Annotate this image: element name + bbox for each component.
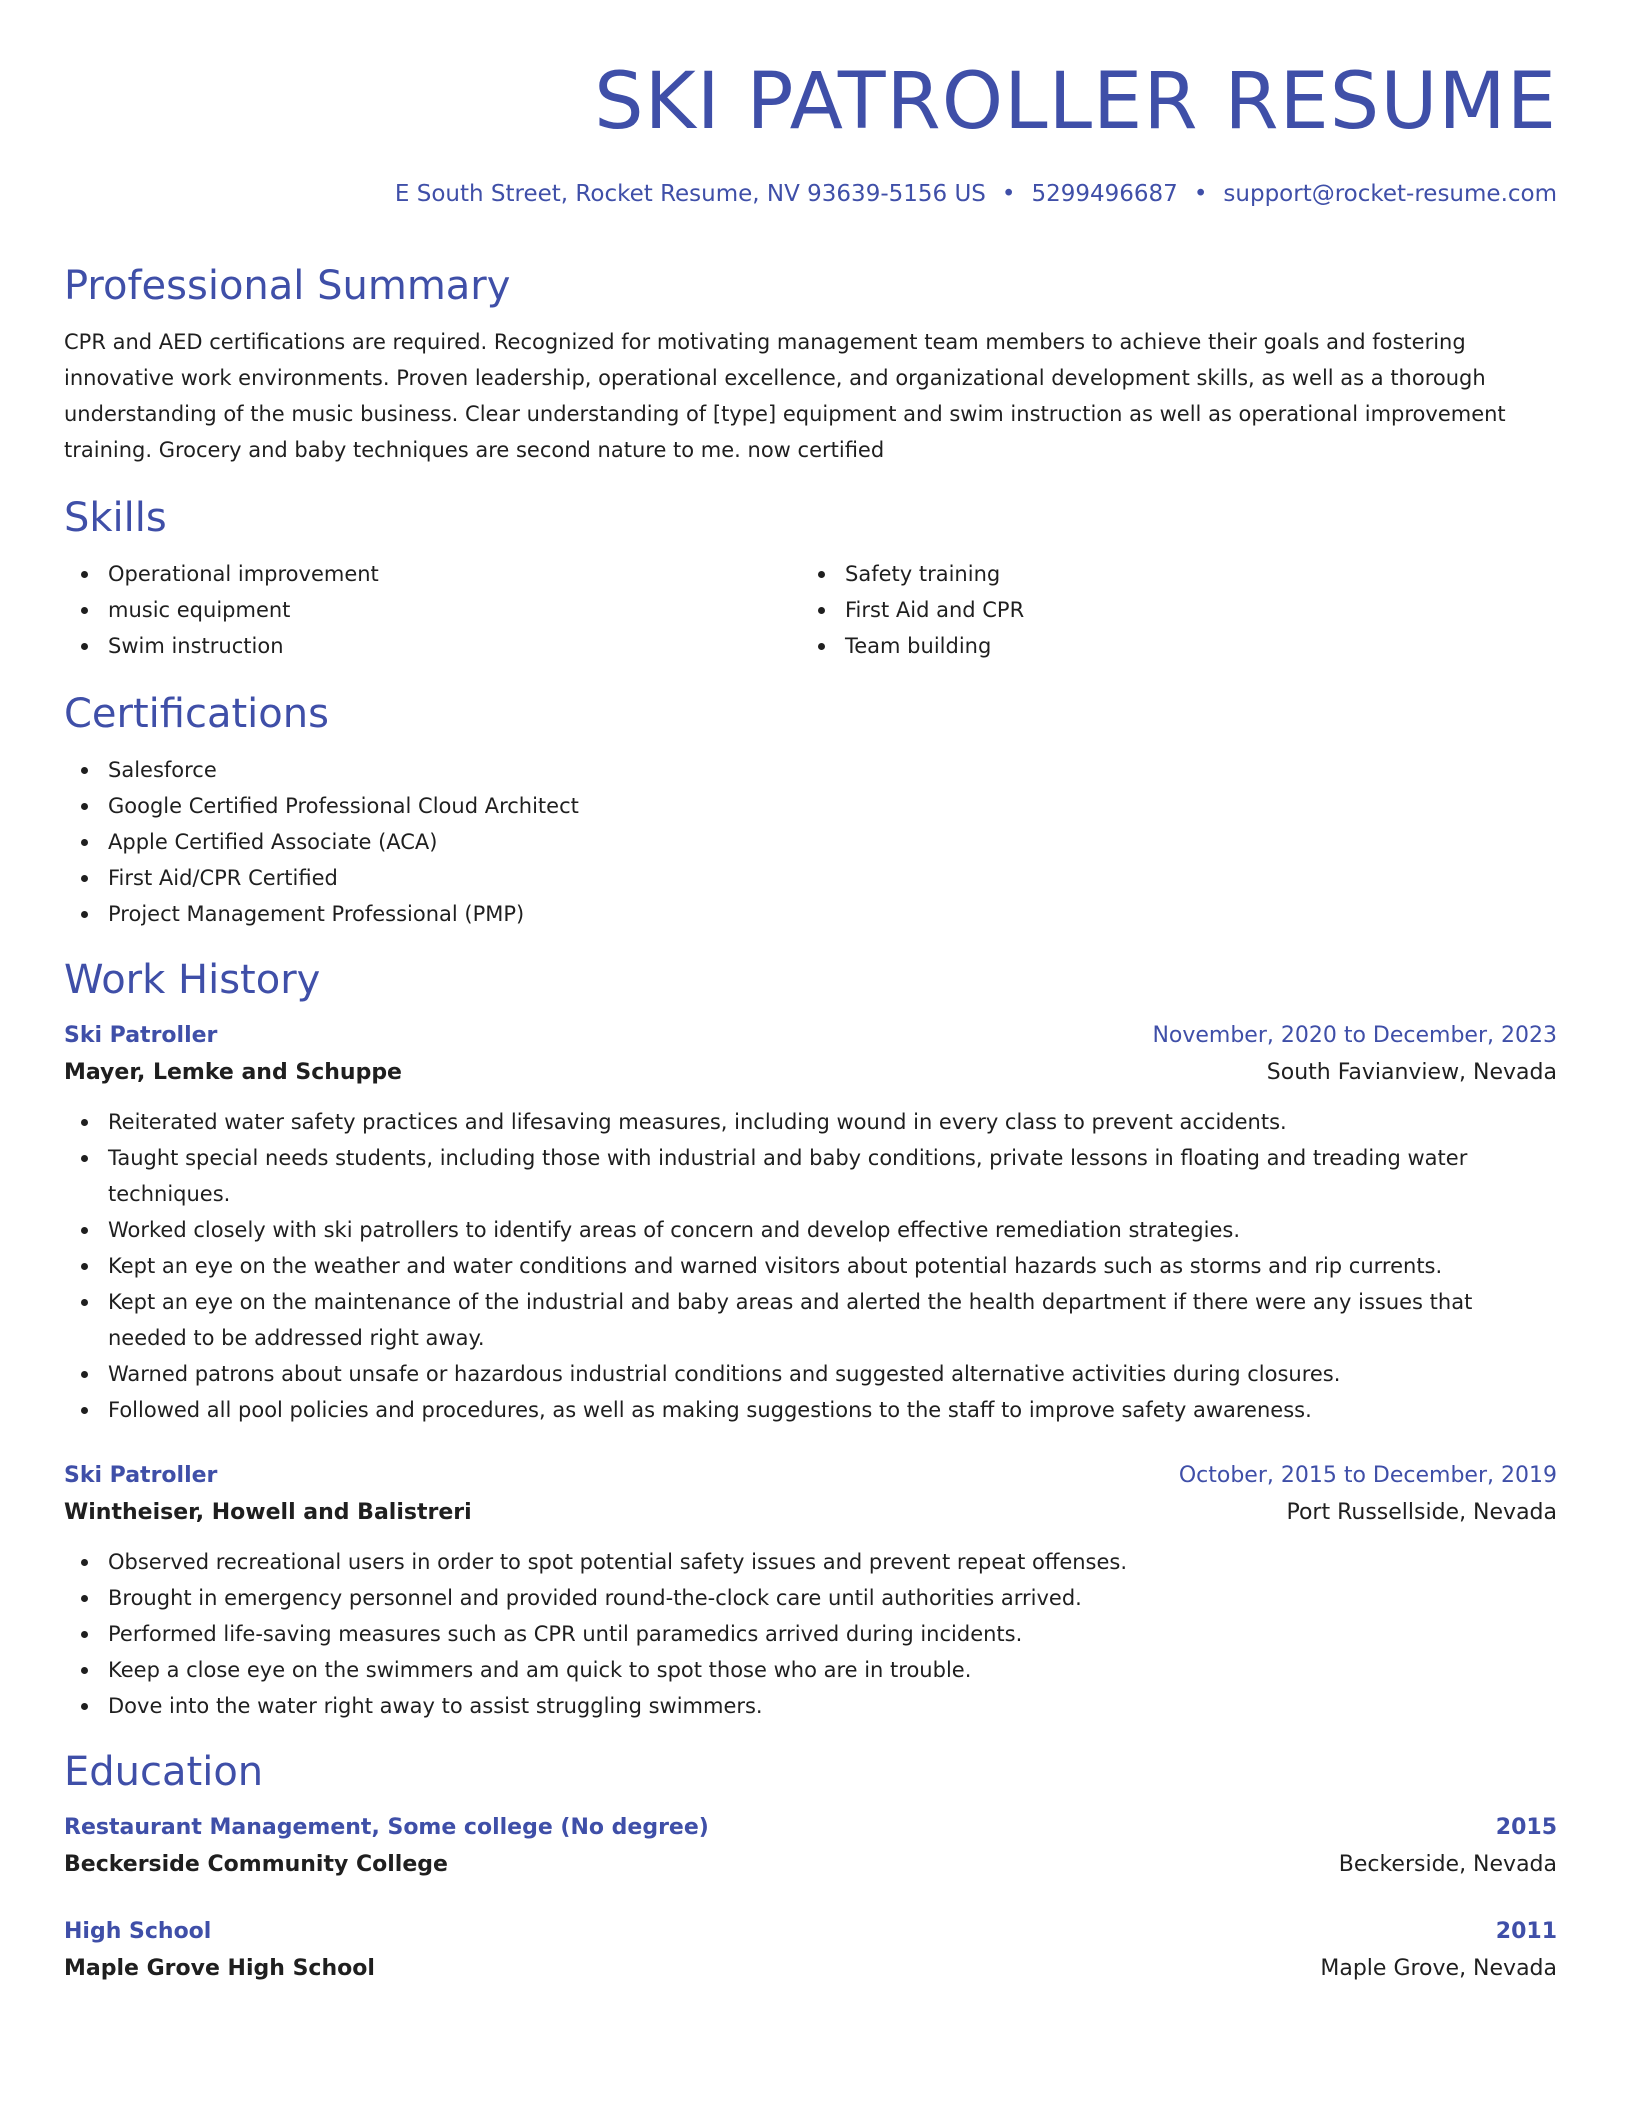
job-header — [64, 1018, 1557, 1054]
contact-address: E South Street, Rocket Resume, NV 93639-5156 US — [394, 181, 986, 207]
job-duty: Brought in emergency personnel and provided round-the-clock care until authorities arrived. — [64, 1580, 1557, 1616]
job-subheader — [64, 1494, 1557, 1532]
job-header — [64, 1458, 1557, 1494]
education-subheader — [64, 1846, 1557, 1884]
contact-line — [64, 178, 1557, 210]
contact-email[interactable]: support@rocket-resume.com — [1223, 181, 1557, 207]
education-school: Beckerside Community College — [64, 1852, 448, 1877]
job-duty: Dove into the water right away to assist struggling swimmers. — [64, 1688, 1557, 1724]
job-duties — [64, 1104, 1557, 1428]
education-subheader — [64, 1950, 1557, 1988]
skills-column-left — [64, 556, 801, 664]
job-duty: Worked closely with ski patrollers to identify areas of concern and develop effective remediation strategies. — [64, 1212, 1557, 1248]
job-entry — [64, 1458, 1557, 1724]
job-duty: Warned patrons about unsafe or hazardous industrial conditions and suggested alternative activities during closures. — [64, 1356, 1557, 1392]
certification-item: Project Management Professional (PMP) — [64, 896, 1557, 932]
certification-item: Salesforce — [64, 752, 1557, 788]
job-title: Ski Patroller — [64, 1023, 218, 1048]
job-location: South Favianview, Nevada — [1266, 1060, 1557, 1085]
skill-item: Swim instruction — [64, 628, 801, 664]
job-duty: Keep a close eye on the swimmers and am quick to spot those who are in trouble. — [64, 1652, 1557, 1688]
job-duty: Followed all pool policies and procedures, as well as making suggestions to the staff to improve safety awareness. — [64, 1392, 1557, 1428]
skill-item: music equipment — [64, 592, 801, 628]
education-school: Maple Grove High School — [64, 1956, 375, 1981]
certification-item: Google Certified Professional Cloud Architect — [64, 788, 1557, 824]
education-entry — [64, 1914, 1557, 1988]
education-location: Maple Grove, Nevada — [1320, 1956, 1557, 1981]
certification-item: First Aid/CPR Certified — [64, 860, 1557, 896]
job-duty: Performed life-saving measures such as CPR until paramedics arrived during incidents. — [64, 1616, 1557, 1652]
skills-column-right — [801, 556, 1538, 664]
resume-page — [64, 0, 1557, 1988]
job-duty: Kept an eye on the weather and water conditions and warned visitors about potential hazards such as storms and rip currents. — [64, 1248, 1557, 1284]
certifications-heading: Certifications — [64, 691, 329, 737]
job-dates: November, 2020 to December, 2023 — [1152, 1023, 1557, 1048]
summary-heading: Professional Summary — [64, 263, 511, 309]
contact-phone: 5299496687 — [1031, 181, 1178, 207]
contact-separator: • — [1193, 181, 1208, 207]
education-year: 2011 — [1495, 1919, 1557, 1944]
job-duty: Observed recreational users in order to spot potential safety issues and prevent repeat offenses. — [64, 1544, 1557, 1580]
work-history-heading: Work History — [64, 957, 321, 1003]
job-entry — [64, 1018, 1557, 1428]
education-degree: High School — [64, 1919, 212, 1944]
job-duty: Taught special needs students, including those with industrial and baby conditions, private lessons in floating and treading water techniques. — [64, 1140, 1557, 1212]
job-duties — [64, 1544, 1557, 1724]
skills-heading: Skills — [64, 495, 167, 541]
job-location: Port Russellside, Nevada — [1286, 1500, 1557, 1525]
job-company: Wintheiser, Howell and Balistreri — [64, 1500, 472, 1525]
job-company: Mayer, Lemke and Schuppe — [64, 1060, 402, 1085]
job-subheader — [64, 1054, 1557, 1092]
job-duty: Reiterated water safety practices and lifesaving measures, including wound in every class to prevent accidents. — [64, 1104, 1557, 1140]
certifications-list — [64, 752, 1557, 932]
skill-item: First Aid and CPR — [801, 592, 1538, 628]
job-dates: October, 2015 to December, 2019 — [1178, 1463, 1557, 1488]
contact-separator: • — [1001, 181, 1016, 207]
skill-item: Safety training — [801, 556, 1538, 592]
education-header — [64, 1914, 1557, 1950]
education-heading: Education — [64, 1749, 264, 1795]
education-entry — [64, 1810, 1557, 1884]
education-header — [64, 1810, 1557, 1846]
summary-text: CPR and AED certifications are required. Recognized for motivating management team members to achieve their goals and fostering innovative work environments. Proven leadership, operational excellence, and organizational development skills, as well as a thorough understanding of the music business. Clear understanding of [type] equipment and swim instruction as well as operational improvement training. Grocery and baby techniques are second nature to me. now certified — [64, 330, 1506, 462]
skill-item: Operational improvement — [64, 556, 801, 592]
education-degree: Restaurant Management, Some college (No degree) — [64, 1815, 709, 1840]
education-year: 2015 — [1495, 1815, 1557, 1840]
skill-item: Team building — [801, 628, 1538, 664]
resume-title: SKI PATROLLER RESUME — [594, 57, 1557, 147]
job-title: Ski Patroller — [64, 1463, 218, 1488]
education-location: Beckerside, Nevada — [1338, 1852, 1557, 1877]
job-duty: Kept an eye on the maintenance of the industrial and baby areas and alerted the health department if there were any issues that needed to be addressed right away. — [64, 1284, 1557, 1356]
skills-list — [64, 556, 1557, 664]
certification-item: Apple Certified Associate (ACA) — [64, 824, 1557, 860]
